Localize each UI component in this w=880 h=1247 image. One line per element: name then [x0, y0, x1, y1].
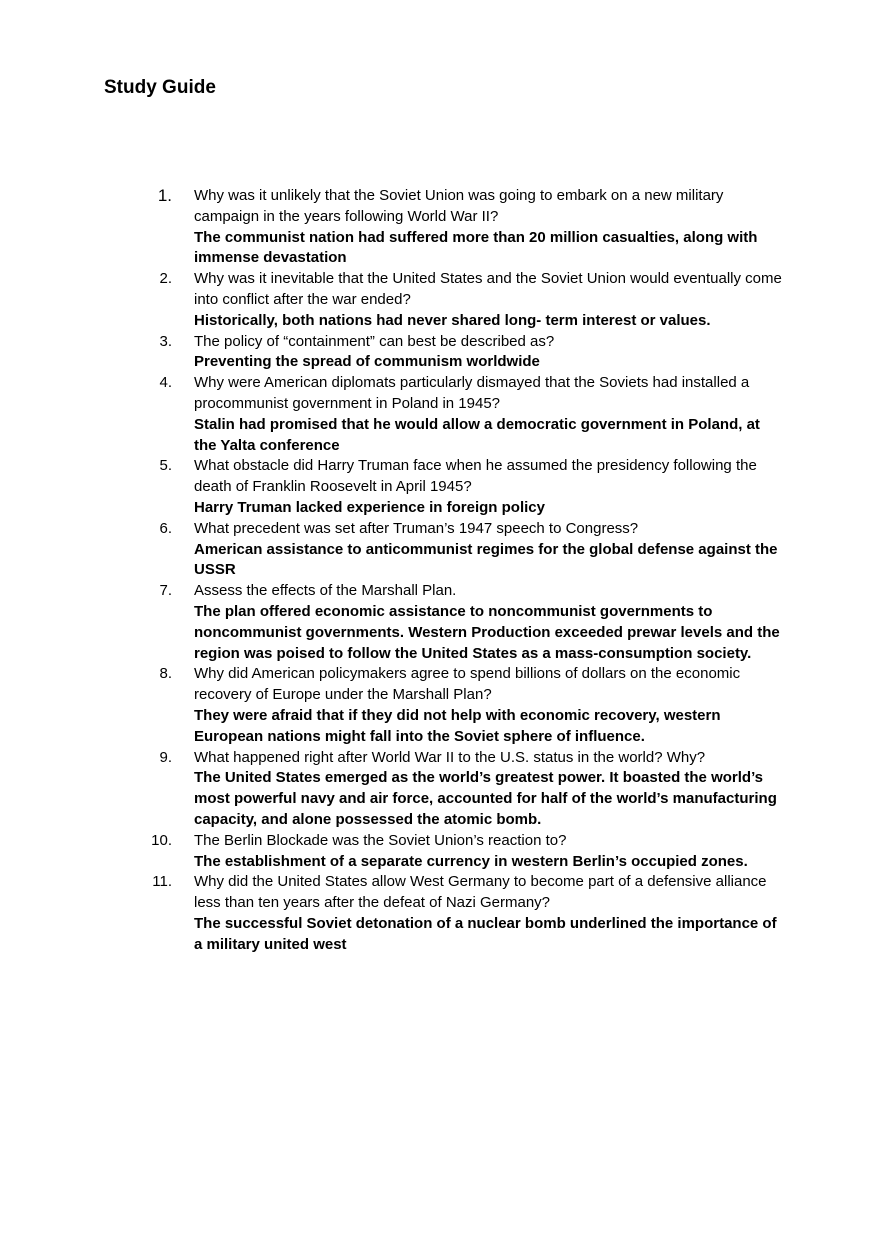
- question-text: Why were American diplomats particularly dismayed that the Soviets had installed a procommunist government in Poland in 1945?: [194, 374, 750, 412]
- question-item: [145, 186, 785, 269]
- answer-text: The communist nation had suffered more than 20 million casualties, along with immense devastation: [194, 228, 758, 267]
- question-number: 3.: [159, 332, 172, 350]
- question-number: 4.: [159, 374, 172, 392]
- answer-text: The establishment of a separate currency in western Berlin’s occupied zones.: [194, 852, 748, 870]
- question-item: [145, 581, 785, 664]
- question-text: Why did the United States allow West Germany to become part of a defensive alliance less than ten years after the defeat of Nazi Germany?: [194, 873, 767, 912]
- question-number: 5.: [159, 457, 172, 475]
- answer-text: They were afraid that if they did not help with economic recovery, western European nations might fall into the Soviet sphere of influence.: [194, 706, 721, 745]
- question-number: 2.: [159, 270, 172, 288]
- question-list: [145, 186, 785, 955]
- question-item: [145, 831, 785, 873]
- question-text: What happened right after World War II to the U.S. status in the world? Why?: [194, 748, 706, 766]
- question-item: [145, 373, 785, 456]
- answer-text: Preventing the spread of communism worldwide: [194, 353, 540, 371]
- answer-text: Stalin had promised that he would allow a democratic government in Poland, at the Yalta conference: [194, 415, 760, 454]
- question-number: 6.: [159, 519, 172, 537]
- question-text: What obstacle did Harry Truman face when he assumed the presidency following the death of Franklin Roosevelt in April 1945?: [194, 457, 757, 496]
- answer-text: The plan offered economic assistance to noncommunist governments to noncommunist governments. Western Production exceeded prewar levels and the region was poised to follow the United States as a mass-consumption society.: [194, 602, 780, 662]
- question-number: 9.: [159, 748, 172, 766]
- answer-text: American assistance to anticommunist regimes for the global defense against the USSR: [194, 540, 778, 579]
- question-number: 1.: [157, 186, 172, 205]
- question-number: 8.: [159, 665, 172, 683]
- question-item: [145, 872, 785, 955]
- question-text: The policy of “containment” can best be described as?: [194, 332, 555, 350]
- question-item: [145, 332, 785, 374]
- page-title: Study Guide: [104, 77, 216, 98]
- question-text: The Berlin Blockade was the Soviet Union’s reaction to?: [194, 831, 567, 849]
- question-item: [145, 456, 785, 518]
- question-text: What precedent was set after Truman’s 1947 speech to Congress?: [194, 519, 639, 537]
- question-text: Why was it unlikely that the Soviet Union was going to embark on a new military campaign in the years following World War II?: [194, 187, 724, 225]
- question-item: [145, 269, 785, 331]
- question-number: 11.: [152, 873, 172, 891]
- question-item: [145, 519, 785, 581]
- question-number: 10.: [151, 831, 172, 849]
- answer-text: Harry Truman lacked experience in foreign policy: [194, 498, 545, 516]
- answer-text: The successful Soviet detonation of a nuclear bomb underlined the importance of a military united west: [194, 914, 777, 953]
- answer-text: The United States emerged as the world’s greatest power. It boasted the world’s most powerful navy and air force, accounted for half of the world’s manufacturing capacity, and alone possessed the atomic bomb.: [194, 769, 777, 828]
- question-item: [145, 664, 785, 747]
- question-number: 7.: [159, 582, 172, 600]
- question-text: Why was it inevitable that the United States and the Soviet Union would eventually come into conflict after the war ended?: [194, 270, 782, 308]
- question-text: Assess the effects of the Marshall Plan.: [194, 582, 457, 600]
- question-text: Why did American policymakers agree to spend billions of dollars on the economic recovery of Europe under the Marshall Plan?: [194, 665, 741, 704]
- question-item: [145, 748, 785, 831]
- answer-text: Historically, both nations had never shared long- term interest or values.: [194, 311, 711, 329]
